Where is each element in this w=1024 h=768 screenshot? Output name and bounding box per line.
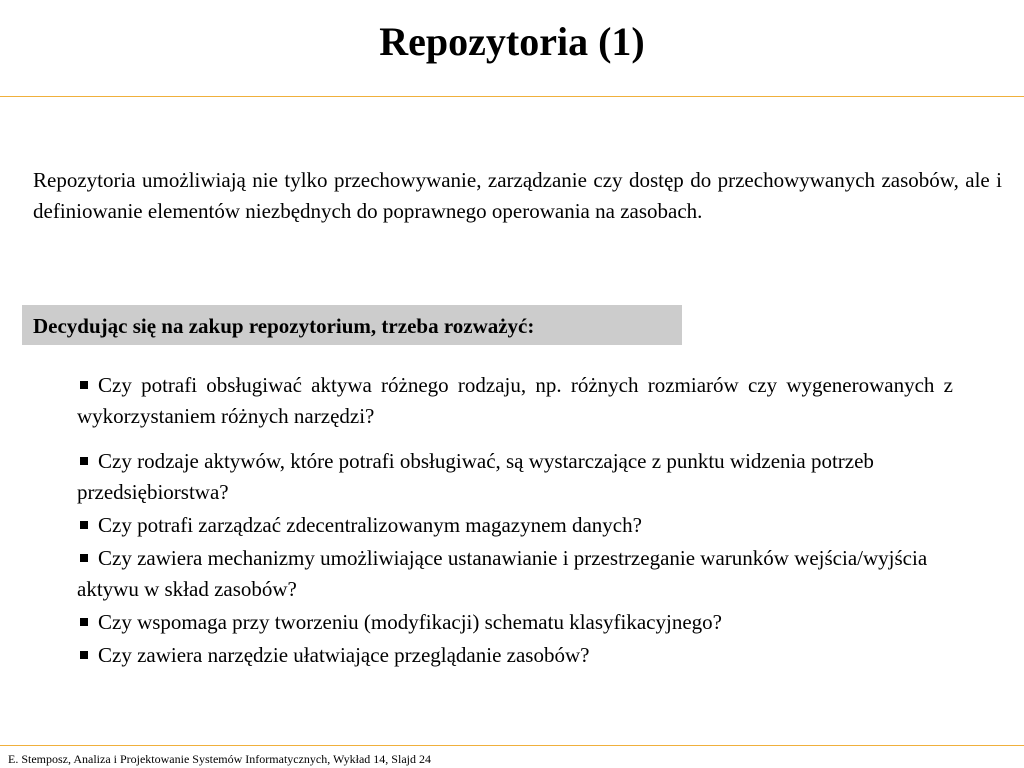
list-item [77,607,953,638]
slide-footer: E. Stemposz, Analiza i Projektowanie Systemów Informatycznych, Wykład 14, Slajd 24 [8,752,431,766]
list-item-text: Czy wspomaga przy tworzeniu (modyfikacji) schematu klasyfikacyjnego? [98,610,722,634]
title-divider [0,96,1024,97]
list-item-text: Czy zawiera narzędzie ułatwiające przeglądanie zasobów? [98,643,590,667]
list-item-text: Czy potrafi obsługiwać aktywa różnego rodzaju, np. różnych rozmiarów czy wygenerowanych z wykorzystaniem różnych narzędzi? [77,373,953,428]
intro-paragraph: Repozytoria umożliwiają nie tylko przechowywanie, zarządzanie czy dostęp do przechowywanych zasobów, ale i definiowanie elementów niezbędnych do poprawnego operowania na zasobach. [33,168,1002,223]
list-item [77,543,953,605]
square-bullet-icon [80,457,88,465]
list-item [77,446,877,508]
square-bullet-icon [80,521,88,529]
list-item-text: Czy potrafi zarządzać zdecentralizowanym magazynem danych? [98,513,642,537]
list-item [77,510,953,541]
bullet-list [77,370,953,673]
callout-box: Decydując się na zakup repozytorium, trzeba rozważyć: [22,305,682,345]
list-item [77,640,953,671]
square-bullet-icon [80,618,88,626]
square-bullet-icon [80,651,88,659]
list-item [77,370,953,432]
slide-title: Repozytoria (1) [379,19,645,64]
square-bullet-icon [80,554,88,562]
list-item-text: Czy zawiera mechanizmy umożliwiające ustanawianie i przestrzeganie warunków wejścia/wyjścia aktywu w skład zasobów? [77,546,928,601]
square-bullet-icon [80,381,88,389]
list-item-text: Czy rodzaje aktywów, które potrafi obsługiwać, są wystarczające z punktu widzenia potrzeb przedsiębiorstwa? [77,449,874,504]
footer-divider [0,745,1024,746]
